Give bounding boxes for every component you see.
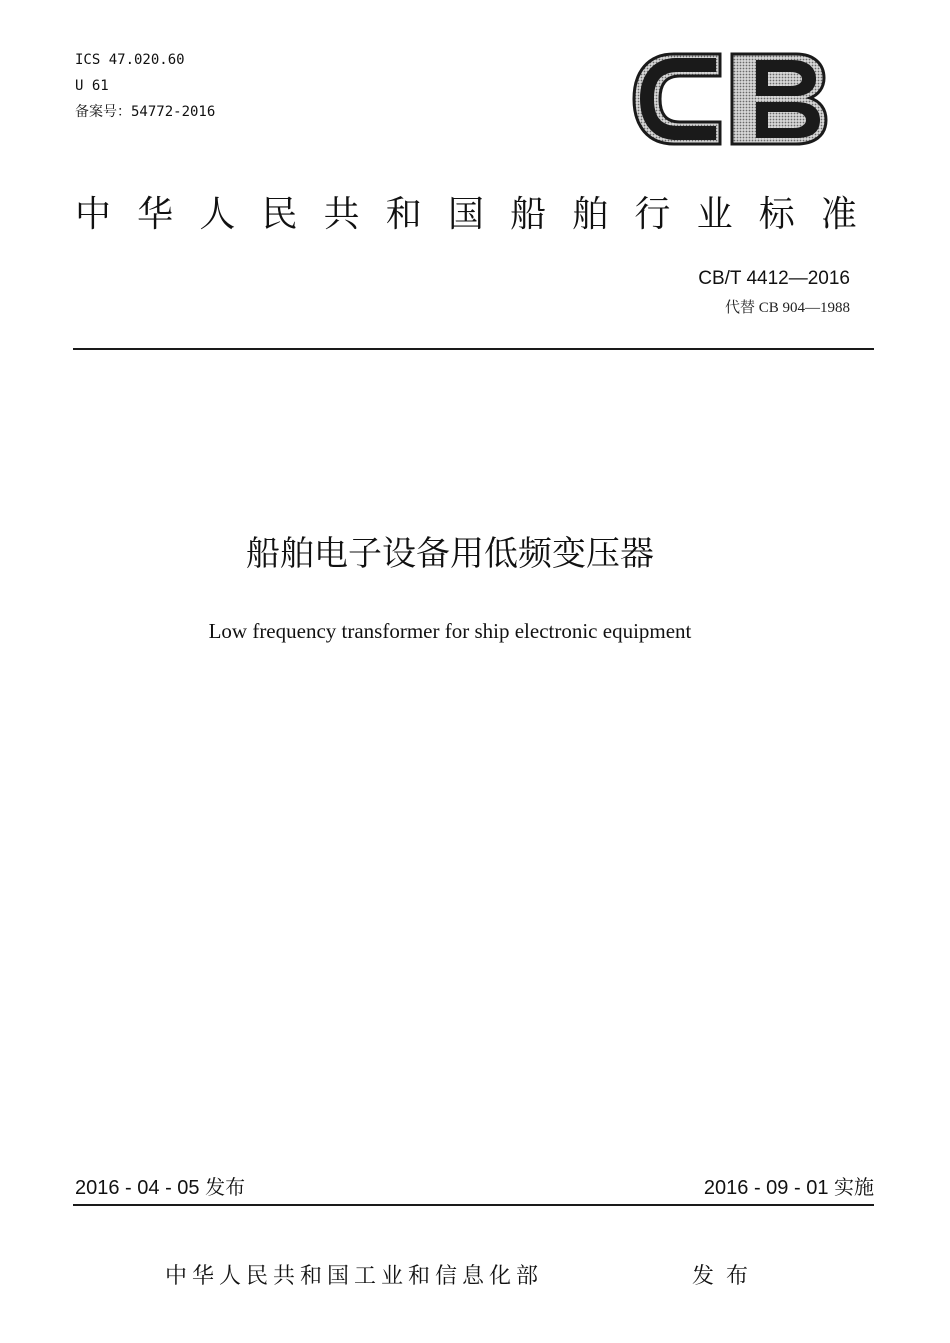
standard-type-char: 中 — [75, 194, 112, 235]
standard-type-heading — [75, 193, 857, 237]
standard-type-char: 国 — [447, 194, 484, 235]
standard-type-char: 民 — [261, 194, 298, 235]
standard-type-char: 共 — [323, 194, 360, 235]
top-divider — [73, 348, 874, 350]
cb-logo — [628, 46, 828, 152]
bottom-divider — [73, 1204, 874, 1206]
standard-type-char: 准 — [820, 194, 857, 235]
publish-label: 发布 — [692, 1264, 761, 1289]
standard-type-char: 和 — [385, 194, 422, 235]
issue-date: 2016 - 04 - 05 发布 — [75, 1177, 246, 1199]
replaces-standard: 代替 CB 904—1988 — [724, 300, 850, 316]
logo-letter-b — [732, 54, 826, 144]
logo-letter-c — [634, 54, 720, 144]
publisher-name: 中华人民共和国工业和信息化部 — [165, 1264, 544, 1289]
standard-type-char: 业 — [696, 194, 733, 235]
record-number: 备案号：54772-2016 — [75, 104, 216, 120]
standard-type-char: 华 — [137, 194, 174, 235]
standard-number: CB/T 4412—2016 — [698, 268, 850, 289]
standard-type-char: 船 — [510, 194, 547, 235]
implementation-date: 2016 - 09 - 01 实施 — [703, 1177, 874, 1199]
standard-type-char: 标 — [758, 194, 795, 235]
ics-code: ICS 47.020.60 — [75, 52, 185, 68]
document-title-english: Low frequency transformer for ship electronic equipment — [208, 619, 692, 643]
standard-type-char: 舶 — [572, 194, 609, 235]
document-title-chinese: 船舶电子设备用低频变压器 — [246, 534, 654, 574]
standard-type-char: 人 — [199, 194, 236, 235]
standard-type-char: 行 — [634, 194, 671, 235]
ccs-code: U 61 — [75, 78, 109, 94]
